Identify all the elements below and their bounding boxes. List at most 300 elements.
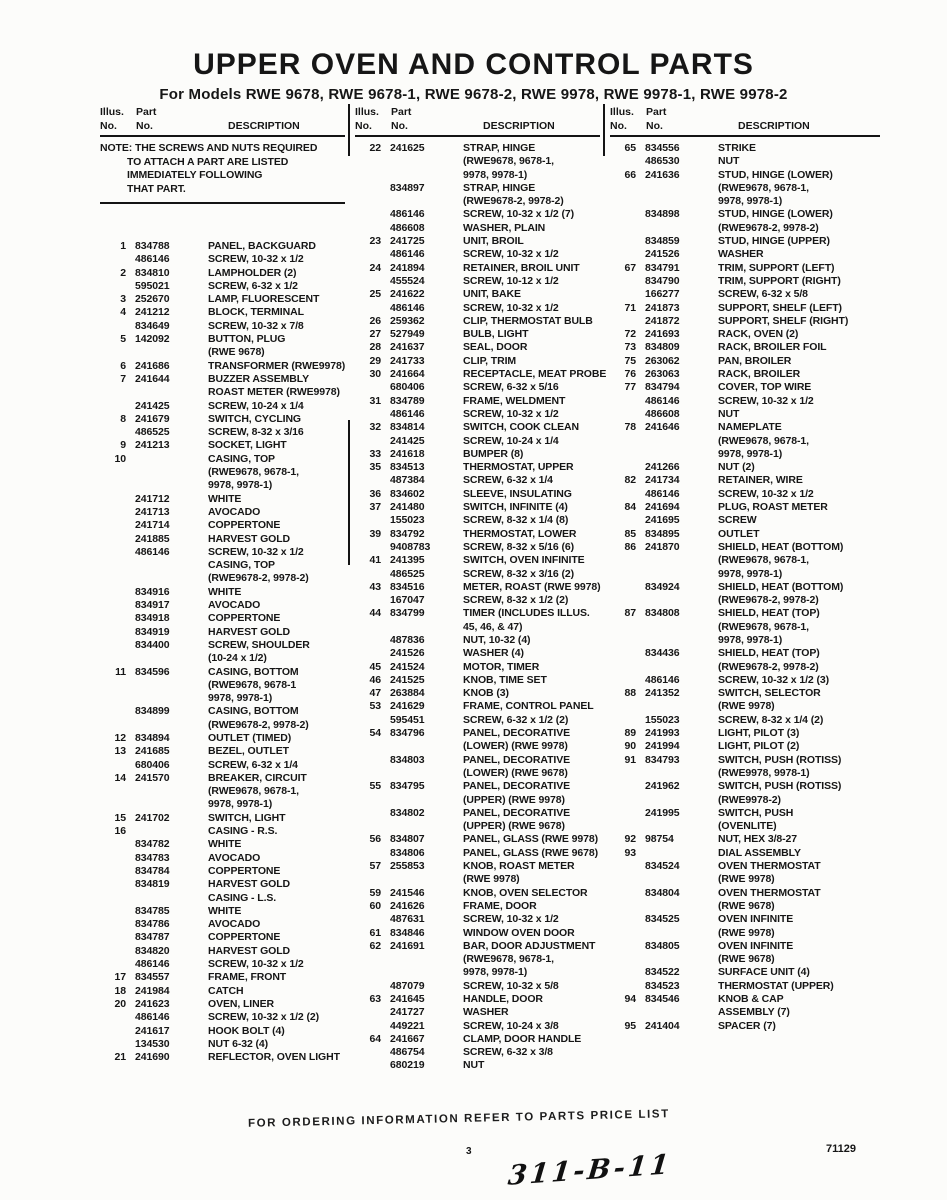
part-no: 834859 <box>645 235 680 248</box>
illus-no: 62 <box>369 939 381 952</box>
table-row <box>355 714 600 727</box>
table-row <box>610 594 880 607</box>
description: SCREW, 10-12 x 1/2 <box>463 274 559 287</box>
part-no: 834819 <box>135 878 170 891</box>
illus-no <box>355 767 381 780</box>
description: RACK, BROILER FOIL <box>718 341 827 354</box>
description: CASING, BOTTOM <box>208 705 299 718</box>
part-no: 595021 <box>135 279 170 292</box>
table-row <box>100 652 345 665</box>
description: HOOK BOLT (4) <box>208 1024 285 1037</box>
table-row <box>100 838 345 851</box>
table-row <box>100 426 345 439</box>
description: UNIT, BROIL <box>463 235 524 248</box>
table-row <box>355 568 600 581</box>
illus-no: 85 <box>624 527 636 540</box>
table-row <box>100 293 345 306</box>
illus-no: 43 <box>369 580 381 593</box>
table-row <box>610 953 880 966</box>
part-no: 834799 <box>390 607 425 620</box>
table-row <box>610 302 880 315</box>
illus-no <box>100 546 126 559</box>
description: KNOB, OVEN SELECTOR <box>463 886 588 899</box>
part-no: 241636 <box>645 168 680 181</box>
description: COPPERTONE <box>208 519 281 532</box>
illus-no <box>355 847 381 860</box>
part-no: 834516 <box>390 580 425 593</box>
table-row <box>610 581 880 594</box>
description: NUT (2) <box>718 461 755 474</box>
part-no <box>645 448 709 461</box>
description: (RWE9678, 9678-1, <box>718 620 809 633</box>
description: HARVEST GOLD <box>208 944 291 957</box>
description: KNOB, TIME SET <box>463 673 547 686</box>
part-no <box>645 435 709 448</box>
table-row <box>100 798 345 811</box>
part-no: 241693 <box>645 328 680 341</box>
description: (RWE 9978) <box>718 873 775 886</box>
illus-no: 78 <box>624 421 636 434</box>
description: AVOCADO <box>208 918 261 931</box>
part-no: 134530 <box>135 1037 170 1050</box>
table-row <box>610 940 880 953</box>
table-row <box>355 142 600 155</box>
part-no: 241626 <box>390 899 425 912</box>
part-no: 241679 <box>135 412 170 425</box>
description: WHITE <box>208 585 242 598</box>
table-row <box>100 719 345 732</box>
table-row <box>610 208 880 221</box>
column-header <box>355 105 600 137</box>
part-no-header: No. <box>646 120 663 132</box>
part-no <box>390 740 454 753</box>
description: NUT 6-32 (4) <box>208 1037 269 1050</box>
description: LIGHT, PILOT (2) <box>718 740 800 753</box>
illus-no: 60 <box>369 899 381 912</box>
table-row <box>355 581 600 594</box>
part-no <box>135 692 199 705</box>
part-no: 834523 <box>645 979 680 992</box>
illus-no: 76 <box>624 368 636 381</box>
illus-no <box>610 435 636 448</box>
table-row <box>355 501 600 514</box>
description: (RWE9678, 9678-1, <box>208 785 299 798</box>
illus-no: 65 <box>624 142 636 154</box>
illus-no: 13 <box>114 745 126 758</box>
part-no: 680406 <box>135 758 170 771</box>
illus-no <box>610 794 636 807</box>
description: WHITE <box>208 838 242 851</box>
part-no: 527949 <box>390 328 425 341</box>
table-row <box>100 586 345 599</box>
description: CLAMP, DOOR HANDLE <box>463 1032 582 1045</box>
description: REFLECTOR, OVEN LIGHT <box>208 1051 340 1064</box>
table-row <box>355 927 600 940</box>
illus-no <box>100 918 126 931</box>
illus-no <box>355 714 381 727</box>
part-no: 241667 <box>390 1032 425 1045</box>
table-row <box>100 506 345 519</box>
illus-no <box>100 1038 126 1051</box>
illus-no: 95 <box>624 1019 636 1032</box>
description: FRAME, DOOR <box>463 899 537 912</box>
illus-no <box>100 506 126 519</box>
column-divider <box>603 104 605 156</box>
part-no: 241695 <box>645 514 680 527</box>
illus-header-label: Illus. <box>100 106 124 118</box>
table-row <box>355 541 600 554</box>
description: ROAST METER (RWE9978) <box>208 386 340 399</box>
part-no: 241994 <box>645 740 680 753</box>
table-row <box>355 913 600 926</box>
description: RACK, OVEN (2) <box>718 328 799 341</box>
description: (RWE9678, 9678-1, <box>718 554 809 567</box>
description: (RWE9678-2, 9978-2) <box>718 594 819 607</box>
part-no: 241352 <box>645 687 680 700</box>
illus-no <box>100 958 126 971</box>
description: SCREW, 8-32 x 1/4 (8) <box>463 514 569 527</box>
illus-no <box>355 953 381 966</box>
description: PANEL, DECORATIVE <box>463 727 571 740</box>
part-no <box>390 966 454 979</box>
part-no: 241524 <box>390 660 425 673</box>
illus-no: 56 <box>369 833 381 846</box>
illus-no: 32 <box>369 421 381 434</box>
table-row <box>610 421 880 434</box>
table-row <box>610 980 880 993</box>
table-row <box>100 772 345 785</box>
description: UNIT, BAKE <box>463 288 521 301</box>
part-no <box>135 572 199 585</box>
illus-no <box>610 767 636 780</box>
description: COPPERTONE <box>208 612 281 625</box>
part-no: 834894 <box>135 731 170 744</box>
part-no: 241694 <box>645 501 680 514</box>
table-row <box>610 262 880 275</box>
illus-no: 33 <box>369 447 381 460</box>
table-row <box>355 222 600 235</box>
table-row <box>100 599 345 612</box>
illus-no: 75 <box>624 354 636 367</box>
part-no: 834782 <box>135 838 170 851</box>
part-no <box>135 453 199 466</box>
table-row <box>355 873 600 886</box>
table-row <box>610 674 880 687</box>
table-row <box>610 927 880 940</box>
table-row <box>355 381 600 394</box>
illus-no <box>355 1059 381 1072</box>
description: MOTOR, TIMER <box>463 660 540 673</box>
part-no: 241727 <box>390 1006 425 1019</box>
illus-no <box>355 1006 381 1019</box>
part-no: 834513 <box>390 461 425 474</box>
table-row <box>100 493 345 506</box>
illus-no <box>100 865 126 878</box>
part-no <box>645 195 709 208</box>
description: (RWE9678, 9678-1, <box>463 155 554 168</box>
description: CASING - R.S. <box>208 825 278 838</box>
illus-no <box>355 621 381 634</box>
table-row <box>355 288 600 301</box>
part-no: 241714 <box>135 519 170 532</box>
part-no <box>645 873 709 886</box>
part-no <box>645 847 709 860</box>
table-row <box>355 953 600 966</box>
description: 9978, 9978-1) <box>463 966 528 979</box>
description: NUT, 10-32 (4) <box>463 633 531 646</box>
illus-no <box>100 479 126 492</box>
part-no: 241733 <box>390 354 425 367</box>
table-row <box>355 435 600 448</box>
table-row <box>355 794 600 807</box>
illus-no <box>100 838 126 851</box>
part-no: 486754 <box>390 1046 425 1059</box>
illus-no <box>610 235 636 248</box>
illus-no <box>355 182 381 195</box>
description: PANEL, DECORATIVE <box>463 753 571 766</box>
description: DIAL ASSEMBLY <box>718 846 801 859</box>
description: SPACER (7) <box>718 1019 776 1032</box>
table-row <box>610 381 880 394</box>
illus-no: 72 <box>624 328 636 341</box>
column-divider <box>348 420 350 565</box>
part-no <box>645 594 709 607</box>
table-row <box>100 466 345 479</box>
note-line: IMMEDIATELY FOLLOWING <box>127 169 263 181</box>
illus-no <box>355 302 381 315</box>
part-no <box>135 559 199 572</box>
illus-no <box>610 448 636 461</box>
table-row <box>610 461 880 474</box>
illus-no <box>610 621 636 634</box>
description: OVEN INFINITE <box>718 913 794 926</box>
description: (UPPER) (RWE 9978) <box>463 793 565 806</box>
part-no: 834787 <box>135 931 170 944</box>
part-no <box>135 798 199 811</box>
part-no: 834803 <box>390 753 425 766</box>
illus-no <box>100 253 126 266</box>
part-no: 834794 <box>645 381 680 394</box>
part-no: 834596 <box>135 665 170 678</box>
table-row <box>610 235 880 248</box>
part-no: 834810 <box>135 266 170 279</box>
description: (RWE9678-2, 9978-2) <box>718 660 819 673</box>
illus-no <box>610 248 636 261</box>
illus-no <box>355 820 381 833</box>
description: (RWE 9678) <box>718 899 775 912</box>
note-block <box>100 142 345 204</box>
part-no <box>135 346 199 359</box>
description: SCREW, 10-32 x 7/8 <box>208 319 304 332</box>
part-no: 259362 <box>390 314 425 327</box>
table-row <box>355 687 600 700</box>
part-no: 241212 <box>135 306 170 319</box>
part-no: 834804 <box>645 886 680 899</box>
description: HARVEST GOLD <box>208 625 291 638</box>
part-no: 241623 <box>135 997 170 1010</box>
illus-no <box>355 169 381 182</box>
illus-no: 64 <box>369 1032 381 1045</box>
table-row <box>100 1025 345 1038</box>
table-row <box>610 727 880 740</box>
part-no: 455524 <box>390 274 425 287</box>
illus-no <box>355 541 381 554</box>
description: SCREW, 10-32 x 1/2 <box>463 407 559 420</box>
table-row <box>100 971 345 984</box>
illus-no: 27 <box>369 328 381 341</box>
part-no: 252670 <box>135 293 170 306</box>
table-row <box>610 740 880 753</box>
illus-no <box>100 280 126 293</box>
part-no: 241644 <box>135 372 170 385</box>
description: WHITE <box>208 904 242 917</box>
illus-no: 57 <box>369 860 381 873</box>
part-no: 241425 <box>390 434 425 447</box>
part-no: 167047 <box>390 594 425 607</box>
table-row <box>610 900 880 913</box>
table-row <box>355 275 600 288</box>
part-no <box>390 767 454 780</box>
part-no: 834790 <box>645 274 680 287</box>
table-row <box>100 692 345 705</box>
table-row <box>100 852 345 865</box>
illus-no <box>100 426 126 439</box>
illus-no: 28 <box>369 341 381 354</box>
table-row <box>100 533 345 546</box>
illus-no <box>100 346 126 359</box>
part-no: 241984 <box>135 984 170 997</box>
part-no: 241526 <box>390 647 425 660</box>
part-no: 486146 <box>645 394 680 407</box>
part-no <box>645 700 709 713</box>
part-no: 834806 <box>390 846 425 859</box>
part-no: 834784 <box>135 864 170 877</box>
part-no: 487836 <box>390 633 425 646</box>
table-row <box>100 559 345 572</box>
description: SCREW, SHOULDER <box>208 638 310 651</box>
illus-no <box>355 913 381 926</box>
part-no <box>645 621 709 634</box>
description: WINDOW OVEN DOOR <box>463 926 575 939</box>
illus-no <box>610 568 636 581</box>
table-row <box>610 568 880 581</box>
illus-no: 73 <box>624 341 636 354</box>
part-no: 241725 <box>390 235 425 248</box>
table-row <box>610 780 880 793</box>
part-no: 241993 <box>645 727 680 740</box>
part-no <box>390 873 454 886</box>
part-no: 241872 <box>645 314 680 327</box>
description: SCREW, 10-24 x 1/4 <box>463 434 559 447</box>
table-row <box>355 634 600 647</box>
description: SCREW, 10-32 x 1/2 <box>718 394 814 407</box>
illus-no <box>610 887 636 900</box>
description: SCREW, 10-32 x 1/2 <box>718 487 814 500</box>
table-row <box>610 341 880 354</box>
part-no <box>390 155 454 168</box>
part-no: 241618 <box>390 447 425 460</box>
part-no: 834522 <box>645 966 680 979</box>
illus-no: 54 <box>369 727 381 740</box>
illus-no: 36 <box>369 487 381 500</box>
part-no: 241213 <box>135 439 170 452</box>
table-row <box>355 514 600 527</box>
illus-no <box>355 155 381 168</box>
part-no: 241702 <box>135 811 170 824</box>
column-header <box>100 105 345 137</box>
part-no: 486146 <box>645 487 680 500</box>
illus-no <box>100 612 126 625</box>
description-header: DESCRIPTION <box>738 120 810 132</box>
table-row <box>355 661 600 674</box>
description: SCREW, 6-32 x 5/8 <box>718 288 808 301</box>
illus-no: 88 <box>624 687 636 700</box>
table-row <box>100 572 345 585</box>
table-row <box>610 554 880 567</box>
part-no <box>135 466 199 479</box>
part-no: 834556 <box>645 142 680 154</box>
table-row <box>100 413 345 426</box>
illus-no: 2 <box>120 266 126 279</box>
table-row <box>355 847 600 860</box>
part-no: 834899 <box>135 705 170 718</box>
table-row <box>610 913 880 926</box>
table-row <box>355 647 600 660</box>
description: SCREW, 10-32 x 1/2 <box>463 248 559 261</box>
table-row <box>355 355 600 368</box>
illus-no: 14 <box>114 771 126 784</box>
part-no: 486146 <box>390 301 425 314</box>
part-no: 241526 <box>645 248 680 261</box>
table-row <box>355 700 600 713</box>
part-no <box>135 719 199 732</box>
illus-no: 10 <box>114 452 126 465</box>
table-row <box>100 386 345 399</box>
table-row <box>100 1011 345 1024</box>
description: BULB, LIGHT <box>463 328 529 341</box>
description-header: DESCRIPTION <box>228 120 300 132</box>
table-row <box>610 860 880 873</box>
part-no <box>645 820 709 833</box>
description: SWITCH, PUSH (ROTISS) <box>718 780 842 793</box>
description: SOCKET, LIGHT <box>208 439 287 452</box>
illus-no <box>610 927 636 940</box>
table-row <box>355 740 600 753</box>
illus-no <box>100 599 126 612</box>
illus-no: 46 <box>369 673 381 686</box>
part-no: 449221 <box>390 1019 425 1032</box>
illus-no <box>610 488 636 501</box>
description: BREAKER, CIRCUIT <box>208 771 307 784</box>
table-row <box>355 395 600 408</box>
part-no: 241685 <box>135 745 170 758</box>
description: SWITCH, PUSH (ROTISS) <box>718 753 842 766</box>
description: SCREW <box>718 514 757 527</box>
table-row <box>355 368 607 381</box>
description: SHIELD, HEAT (BOTTOM) <box>718 580 844 593</box>
description: LAMPHOLDER (2) <box>208 266 297 279</box>
table-row <box>100 546 345 559</box>
illus-no <box>100 466 126 479</box>
part-no: 241690 <box>135 1051 170 1064</box>
table-row <box>355 1046 600 1059</box>
description: CASING, TOP <box>208 559 275 572</box>
description: (RWE9678, 9678-1 <box>208 678 297 691</box>
part-no: 834786 <box>135 918 170 931</box>
ordering-info-text: FOR ORDERING INFORMATION REFER TO PARTS PRICE LIST <box>247 1108 670 1130</box>
description: 9978, 9978-1) <box>718 633 783 646</box>
description-header: DESCRIPTION <box>483 120 555 132</box>
